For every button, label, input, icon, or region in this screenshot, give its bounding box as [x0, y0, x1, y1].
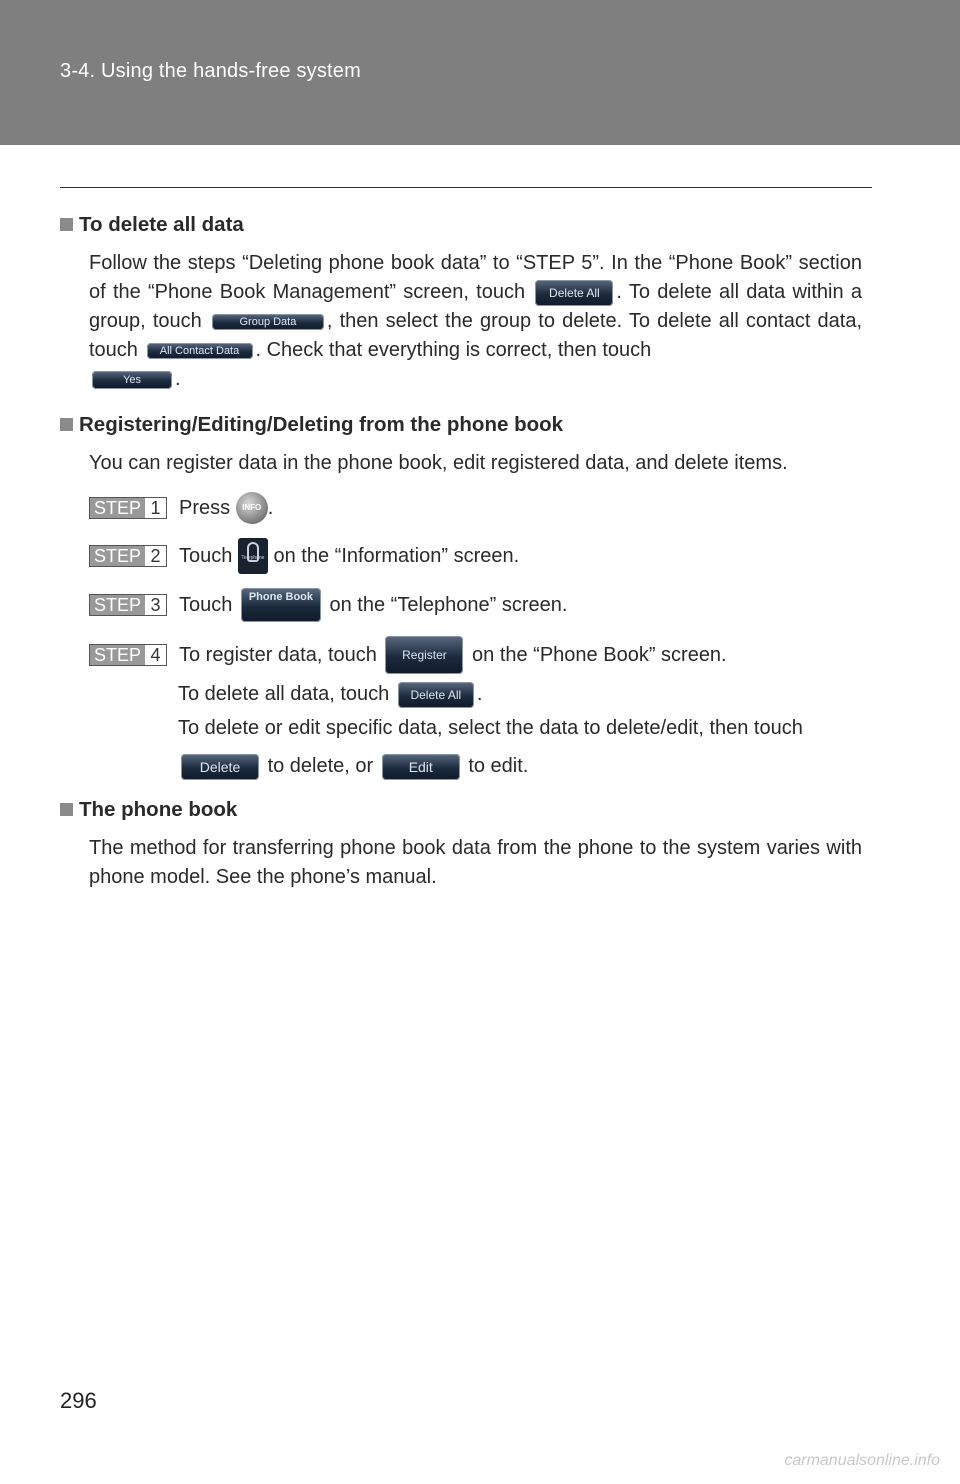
- register-intro: You can register data in the phone book, edit registered data, and delete items.: [89, 452, 788, 474]
- all-contact-data-button[interactable]: All Contact Data: [147, 343, 253, 359]
- phone-book-paragraph: The method for transferring phone book data from the phone to the system varies with phone model. See the phone’s manual.: [89, 837, 862, 888]
- step-4-sub-1: [178, 680, 862, 709]
- delete-button[interactable]: Delete: [181, 754, 259, 780]
- square-bullet-icon: [60, 418, 73, 431]
- text: .: [175, 368, 181, 390]
- divider: [60, 187, 872, 188]
- text: .: [267, 496, 274, 519]
- text: Press: [179, 496, 231, 519]
- delete-all-paragraph: [89, 249, 862, 394]
- section-title: The phone book: [79, 798, 238, 821]
- telephone-icon[interactable]: Telephone: [238, 538, 268, 574]
- step-badge: STEP 2: [89, 545, 167, 567]
- page-header: [0, 0, 960, 145]
- watermark: carmanualsonline.info: [784, 1452, 940, 1469]
- delete-all-button[interactable]: Delete All: [535, 280, 613, 306]
- step-2: [89, 538, 862, 574]
- text: To delete all data, touch: [178, 683, 390, 705]
- delete-all-button-2[interactable]: Delete All: [398, 682, 474, 708]
- edit-button[interactable]: Edit: [382, 754, 460, 780]
- text: . Check that everything is correct, then touch: [255, 339, 652, 361]
- step-4-sub-2: [178, 709, 862, 785]
- section-title: Registering/Editing/Deleting from the phone book: [79, 413, 564, 436]
- section-heading-register: [60, 410, 862, 439]
- square-bullet-icon: [60, 803, 73, 816]
- header-title: 3-4. Using the hands-free system: [60, 60, 361, 82]
- text: to edit.: [468, 755, 529, 777]
- steps-list: [89, 492, 862, 785]
- text: on the “Telephone” screen.: [329, 593, 568, 616]
- text: To register data, touch: [179, 643, 377, 666]
- square-bullet-icon: [60, 218, 73, 231]
- text: on the “Phone Book” screen.: [472, 643, 727, 666]
- text: .: [476, 683, 483, 705]
- step-1: [89, 492, 862, 524]
- register-button[interactable]: Register: [385, 636, 463, 674]
- text: Follow the steps “Deleting phone book data” to “STEP 5”. In the “Phone Book” section of the “Phone Book Management” screen, touch: [89, 252, 862, 303]
- phone-book-button[interactable]: Phone Book: [241, 588, 321, 622]
- step-4: [89, 636, 862, 674]
- text: , then select the group to delete. To delete all contact data, touch: [89, 310, 863, 361]
- text: on the “Information” screen.: [273, 544, 520, 567]
- page-number: 296: [60, 1388, 97, 1413]
- step-badge: STEP 3: [89, 594, 167, 616]
- text: Touch: [179, 544, 233, 567]
- step-3: [89, 588, 862, 622]
- text: to delete, or: [267, 755, 374, 777]
- section-title: To delete all data: [79, 213, 244, 236]
- section-heading-phone-book: [60, 795, 862, 824]
- info-button-icon[interactable]: INFO: [236, 492, 268, 524]
- yes-button[interactable]: Yes: [92, 371, 172, 389]
- step-badge: STEP 4: [89, 644, 167, 666]
- main-content: [60, 210, 862, 892]
- text: Touch: [179, 593, 233, 616]
- section-heading-delete-all: [60, 210, 862, 239]
- group-data-button[interactable]: Group Data: [212, 314, 324, 330]
- text: . To delete all data within a group, touch: [89, 281, 863, 332]
- step-badge: STEP 1: [89, 497, 167, 519]
- text: To delete or edit specific data, select the data to delete/edit, then touch: [178, 717, 803, 739]
